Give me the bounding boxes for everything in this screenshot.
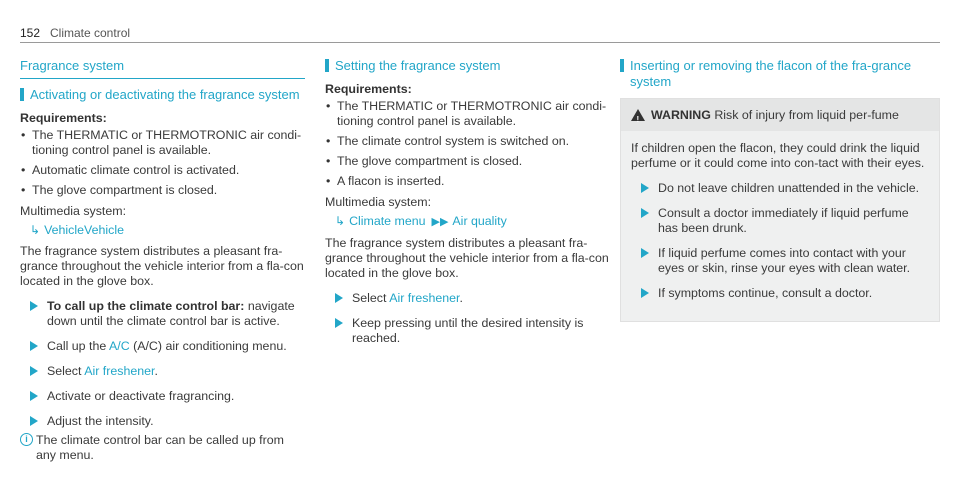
warning-exclamation-icon: ! bbox=[636, 115, 640, 124]
step-arrow-icon bbox=[30, 391, 38, 401]
step-item bbox=[20, 364, 305, 379]
requirement-item: • Automatic climate control is activated. bbox=[20, 163, 305, 178]
step-arrow-icon bbox=[30, 301, 38, 311]
description: The fragrance system distributes a pleasant fra-grance throughout the vehicle interior from a fla-con located in the glove box. bbox=[20, 244, 304, 288]
column-activate-fragrance bbox=[20, 58, 305, 467]
step-item bbox=[631, 206, 929, 236]
chapter-title: Climate control bbox=[50, 26, 131, 40]
step-text: Do not leave children unattended in the vehicle. bbox=[658, 181, 920, 195]
step-item bbox=[631, 181, 929, 196]
step-text: . bbox=[459, 291, 463, 305]
step-text: Consult a doctor immediately if liquid perfume has been drunk. bbox=[658, 206, 909, 235]
step-text: . bbox=[154, 364, 158, 378]
requirement-item: • The glove compartment is closed. bbox=[325, 154, 610, 169]
requirement-item: • A flacon is inserted. bbox=[325, 174, 610, 189]
step-arrow-icon bbox=[30, 416, 38, 426]
step-item bbox=[631, 286, 929, 301]
step-arrow-icon bbox=[335, 318, 343, 328]
step-text: Keep pressing until the desired intensity is reached. bbox=[352, 316, 584, 345]
step-item bbox=[20, 339, 305, 354]
step-text: Select bbox=[47, 364, 85, 378]
requirement-item: • The THERMATIC or THERMOTRONIC air condi-tioning control panel is available. bbox=[325, 99, 610, 129]
warning-title: Risk of injury from liquid per-fume bbox=[710, 108, 899, 122]
step-text: Call up the bbox=[47, 339, 109, 353]
step-arrow-icon bbox=[30, 341, 38, 351]
step-text: (A/C) air conditioning menu. bbox=[129, 339, 287, 353]
warning-body bbox=[621, 131, 939, 301]
section-title: Fragrance system bbox=[20, 58, 305, 79]
menu-link-vehicle[interactable]: VehicleVehicle bbox=[44, 223, 124, 237]
step-item bbox=[325, 291, 610, 306]
climate-menu-link[interactable]: Climate menu bbox=[349, 214, 426, 228]
step-item bbox=[631, 246, 929, 276]
subheading-activate: Activating or deactivating the fragrance system bbox=[20, 87, 305, 103]
menu-path bbox=[20, 223, 305, 238]
step-item bbox=[20, 299, 305, 329]
step-item bbox=[325, 316, 610, 346]
warning-label: WARNING bbox=[651, 108, 711, 122]
step-text: Activate or deactivate fragrancing. bbox=[47, 389, 235, 403]
note-text: The climate control bar can be called up from any menu. bbox=[36, 433, 284, 462]
menu-path bbox=[325, 214, 610, 230]
path-arrow-icon: ↳ bbox=[30, 223, 41, 237]
warning-header bbox=[621, 99, 939, 131]
requirement-item: • The glove compartment is closed. bbox=[20, 183, 305, 198]
header-divider bbox=[20, 42, 940, 43]
page-header bbox=[20, 4, 940, 40]
step-arrow-icon bbox=[641, 183, 649, 193]
step-text: Select bbox=[352, 291, 390, 305]
requirements-label: Requirements: bbox=[20, 111, 107, 125]
step-arrow-icon bbox=[641, 288, 649, 298]
info-note bbox=[20, 433, 305, 463]
air-freshener-link[interactable]: Air freshener bbox=[84, 364, 155, 378]
column-setting-fragrance bbox=[325, 58, 610, 354]
step-arrow-icon bbox=[641, 208, 649, 218]
step-arrow-icon bbox=[641, 248, 649, 258]
requirements-label: Requirements: bbox=[325, 82, 412, 96]
step-item bbox=[20, 389, 305, 404]
description: The fragrance system distributes a pleasant fra-grance throughout the vehicle interior from a fla-con located in the glove box. bbox=[325, 236, 609, 280]
multimedia-label: Multimedia system: bbox=[325, 195, 432, 209]
subheading-setting: Setting the fragrance system bbox=[325, 58, 610, 74]
step-text: If symptoms continue, consult a doctor. bbox=[658, 286, 873, 300]
step-text: Adjust the intensity. bbox=[47, 414, 154, 428]
air-freshener-link[interactable]: Air freshener bbox=[389, 291, 460, 305]
step-text: If liquid perfume comes into contact with your eyes or skin, rinse your eyes with clean water. bbox=[658, 246, 911, 275]
path-arrow-icon: ↳ bbox=[335, 214, 346, 228]
step-text: navigate down until the climate control bar is active. bbox=[47, 299, 295, 328]
requirement-item: • The THERMATIC or THERMOTRONIC air condi-tioning control panel is available. bbox=[20, 128, 305, 158]
warning-text: If children open the flacon, they could drink the liquid perfume or it could come into con-tact with their eyes. bbox=[631, 141, 925, 170]
info-icon: i bbox=[20, 433, 33, 446]
multimedia-label: Multimedia system: bbox=[20, 204, 127, 218]
warning-box bbox=[620, 98, 940, 322]
air-quality-link[interactable]: Air quality bbox=[452, 214, 507, 228]
step-bold-label: To call up the climate control bar: bbox=[47, 299, 245, 313]
step-arrow-icon bbox=[335, 293, 343, 303]
column-insert-flacon bbox=[620, 58, 940, 322]
page-number: 152 bbox=[20, 26, 41, 40]
step-item bbox=[20, 414, 305, 429]
path-separator-icon: ▶▶ bbox=[431, 216, 449, 228]
subheading-flacon: Inserting or removing the flacon of the fra-grance system bbox=[620, 58, 940, 90]
step-arrow-icon bbox=[30, 366, 38, 376]
requirement-item: • The climate control system is switched on. bbox=[325, 134, 610, 149]
ac-menu-link[interactable]: A/C bbox=[109, 339, 130, 353]
